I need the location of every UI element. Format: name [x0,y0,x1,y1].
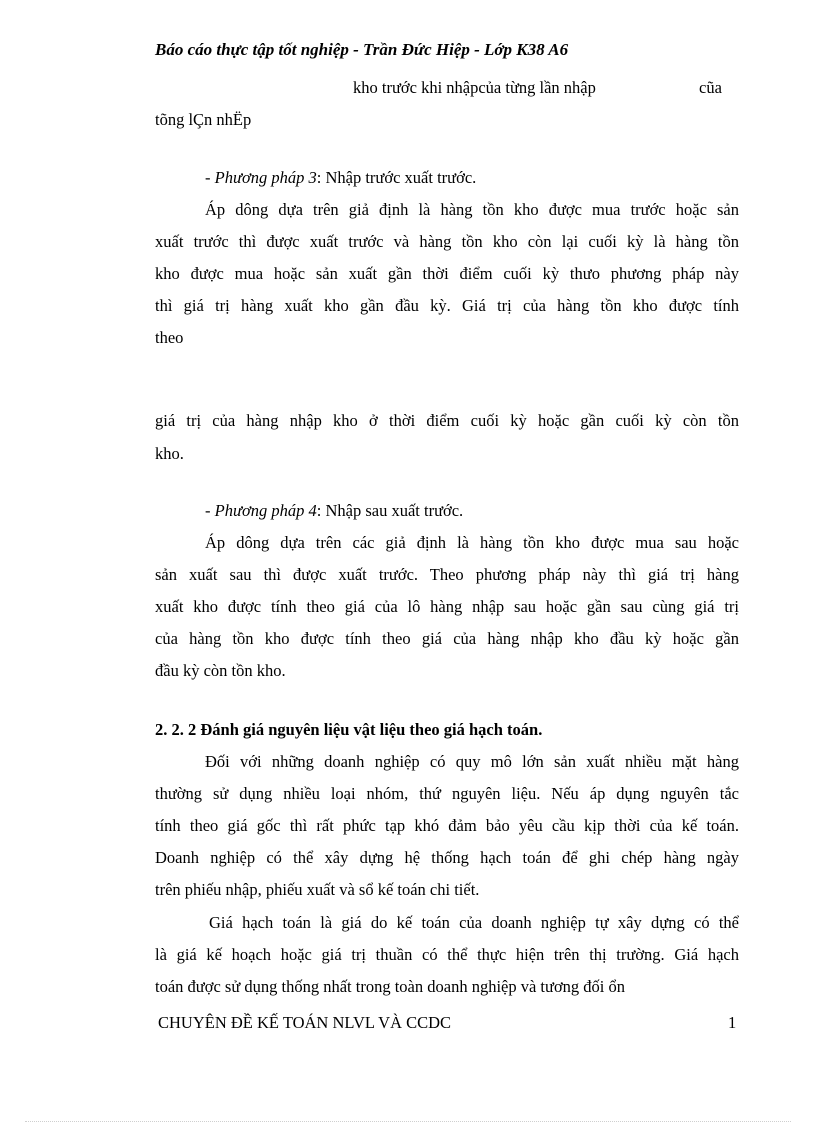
fragment-line-2: tõng lÇn nhËp [155,110,252,129]
section-para-2-line: là giá kế hoạch hoặc giá trị thuần có thể thực hiện trên thị trường. Giá hạch [155,945,739,964]
section-heading: 2. 2. 2 Đánh giá nguyên liệu vật liệu theo giá hạch toán. [155,720,543,739]
method-3-title-text: : Nhập trước xuất trước. [316,168,477,187]
method-3-continued-line: kho. [155,444,184,463]
method-4-title: - Phương pháp 4: Nhập sau xuất trước. [205,501,464,520]
fragment-line-1: kho trước khi nhậpcủa từng lần nhập [353,78,596,97]
method-3-continued-line: giá trị của hàng nhập kho ở thời điểm cuối kỳ hoặc gần cuối kỳ còn tồn [155,411,739,430]
method-3-label: Phương pháp 3 [214,168,317,187]
method-3-line: kho được mua hoặc sản xuất gần thời điểm cuối kỳ thưo phương pháp này [155,264,739,283]
method-4-line: của hàng tồn kho được tính theo giá của hàng nhập kho đầu kỳ hoặc gần [155,629,739,648]
section-para-1-line: thường sử dụng nhiều loại nhóm, thứ nguyên liệu. Nếu áp dụng nguyên tắc [155,784,739,803]
section-para-1-line: tính theo giá gốc thì rất phức tạp khó đảm bảo yêu cầu kịp thời của kế toán. [155,816,739,835]
section-para-1-line: Đối với những doanh nghiệp có quy mô lớn sản xuất nhiều mặt hàng [205,752,739,771]
method-4-line: xuất kho được tính theo giá của lô hàng nhập sau hoặc gần sau cùng giá trị [155,597,739,616]
method-4-line: Áp dông dựa trên các giả định là hàng tồn kho được mua sau hoặc [205,533,739,552]
section-para-1-line: Doanh nghiệp có thể xây dựng hệ thống hạch toán để ghi chép hàng ngày [155,848,739,867]
section-para-1-line: trên phiếu nhập, phiếu xuất và sổ kế toán chi tiết. [155,880,480,899]
fragment-line-1-tail: cũa [699,78,722,97]
method-4-line: đầu kỳ còn tồn kho. [155,661,286,680]
footer-title: CHUYÊN ĐỀ KẾ TOÁN NLVL VÀ CCDC [158,1013,452,1032]
section-para-2-line: toán được sử dụng thống nhất trong toàn doanh nghiệp và tương đối ổn [155,977,626,996]
method-4-title-text: : Nhập sau xuất trước. [316,501,464,520]
page-number: 1 [728,1013,737,1032]
method-4-line: sản xuất sau thì được xuất trước. Theo phương pháp này thì giá trị hàng [155,565,739,584]
method-3-line: theo [155,328,184,347]
method-3-line: xuất trước thì được xuất trước và hàng tồn kho còn lại cuối kỳ là hàng tồn [155,232,739,251]
page-header-title: Báo cáo thực tập tốt nghiệp - Trần Đức Hiệp - Lớp K38 A6 [155,40,569,59]
method-3-title: - Phương pháp 3: Nhập trước xuất trước. [205,168,477,187]
method-3-line: Áp dông dựa trên giả định là hàng tồn kho được mua trước hoặc sản [205,200,739,219]
method-4-label: Phương pháp 4 [214,501,317,520]
section-para-2-line: Giá hạch toán là giá do kế toán của doanh nghiệp tự xây dựng có thể [209,913,739,932]
page-bottom-divider [25,1121,791,1122]
method-3-line: thì giá trị hàng xuất kho gần đầu kỳ. Giá trị của hàng tồn kho được tính [155,296,739,315]
